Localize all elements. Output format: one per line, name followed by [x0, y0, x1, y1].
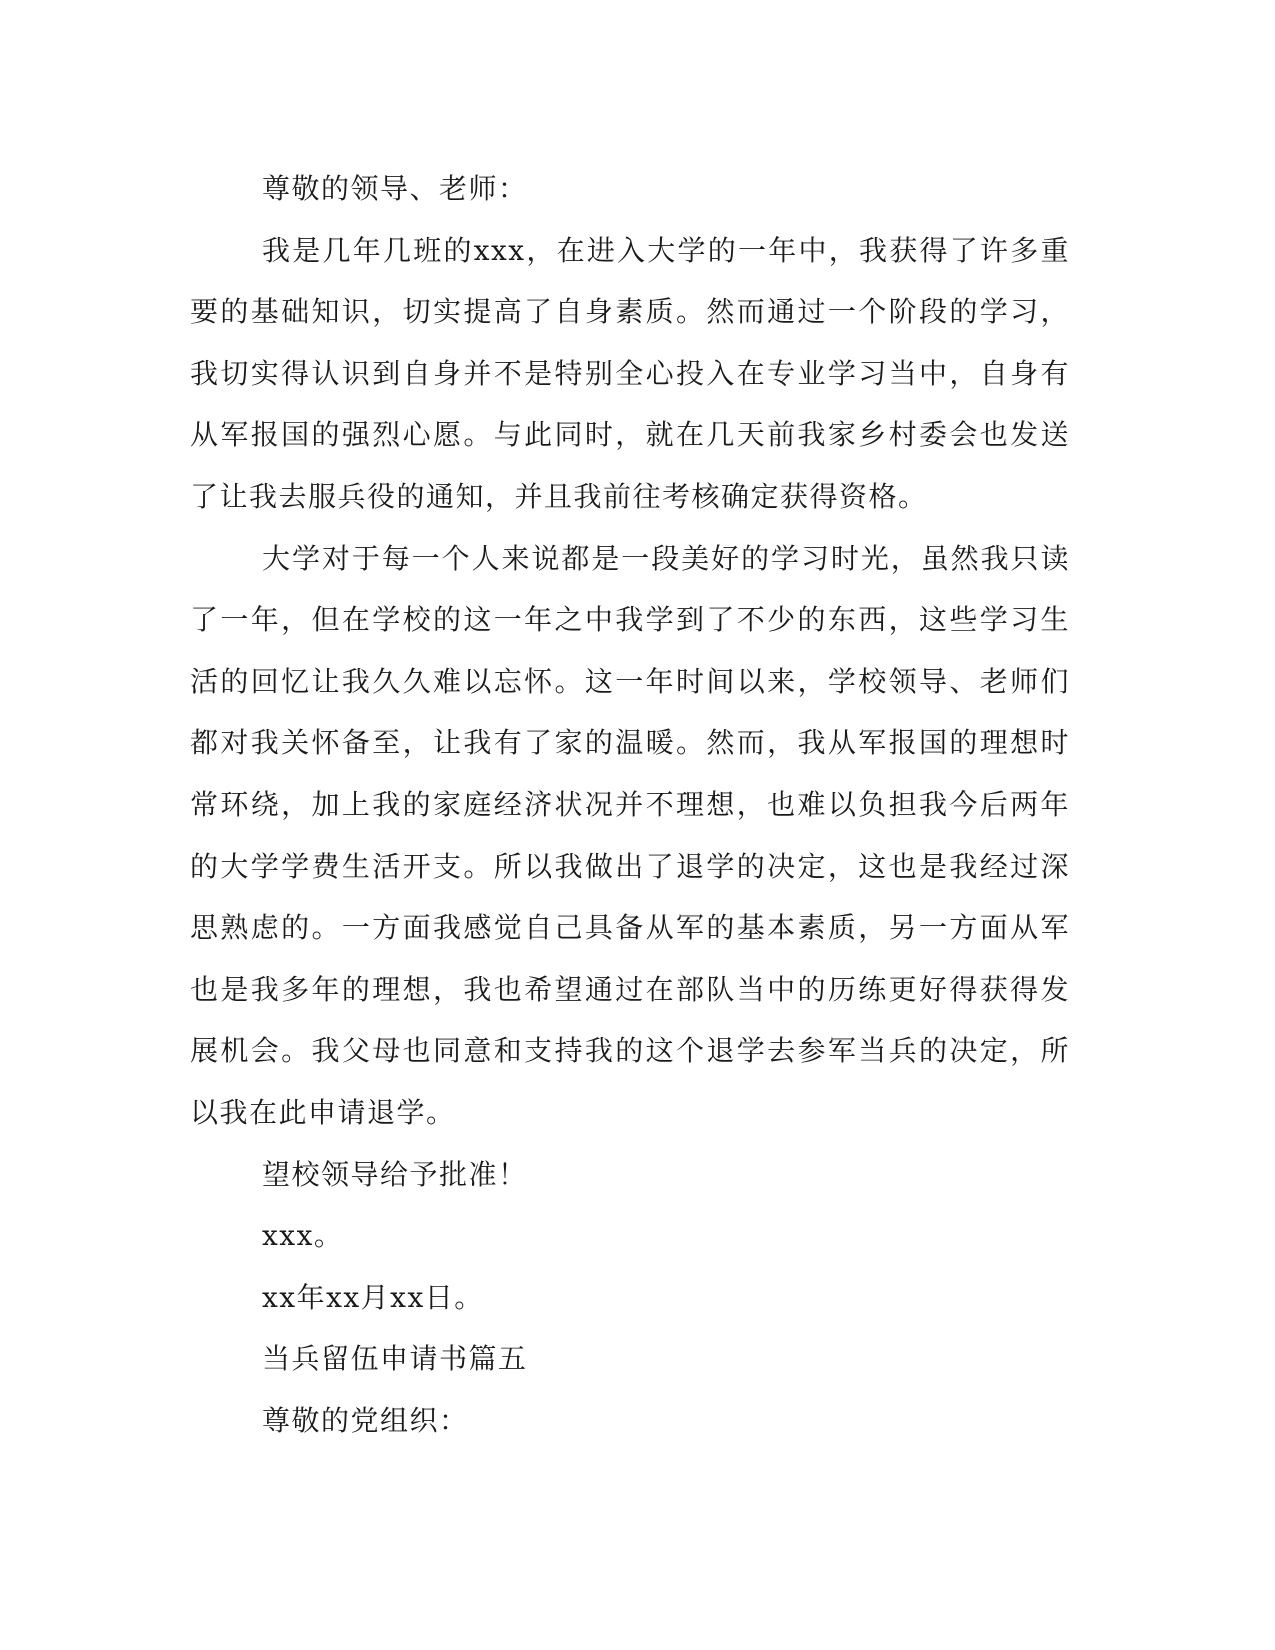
request-line: 望校领导给予批准！: [262, 1157, 528, 1191]
next-salutation: 尊敬的党组织：: [262, 1403, 469, 1437]
paragraph-1: 我是几年几班的xxx，在进入大学的一年中，我获得了许多重要的基础知识，切实提高了自身素质。然而通过一个阶段的学习，我切实得认识到自身并不是特别全心投入在专业学习当中，自身有从军报国的强烈心愿。与此同时，就在几天前我家乡村委会也发送了让我去服兵役的通知，并且我前往考核确定获得资格。: [190, 233, 1070, 513]
date-line: xx年xx月xx日。: [262, 1280, 484, 1314]
paragraph-2: 大学对于每一个人来说都是一段美好的学习时光，虽然我只读了一年，但在学校的这一年之中我学到了不少的东西，这些学习生活的回忆让我久久难以忘怀。这一年时间以来，学校领导、老师们都对我关怀备至，让我有了家的温暖。然而，我从军报国的理想时常环绕，加上我的家庭经济状况并不理想，也难以负担我今后两年的大学学费生活开支。所以我做出了退学的决定，这也是我经过深思熟虑的。一方面我感觉自己具备从军的基本素质，另一方面从军也是我多年的理想，我也希望通过在部队当中的历练更好得获得发展机会。我父母也同意和支持我的这个退学去参军当兵的决定，所以我在此申请退学。: [190, 541, 1070, 1129]
salutation: 尊敬的领导、老师：: [262, 172, 528, 205]
next-section-title: 当兵留伍申请书篇五: [262, 1342, 528, 1376]
document-body: [190, 158, 1070, 1451]
signature: xxx。: [262, 1219, 344, 1253]
